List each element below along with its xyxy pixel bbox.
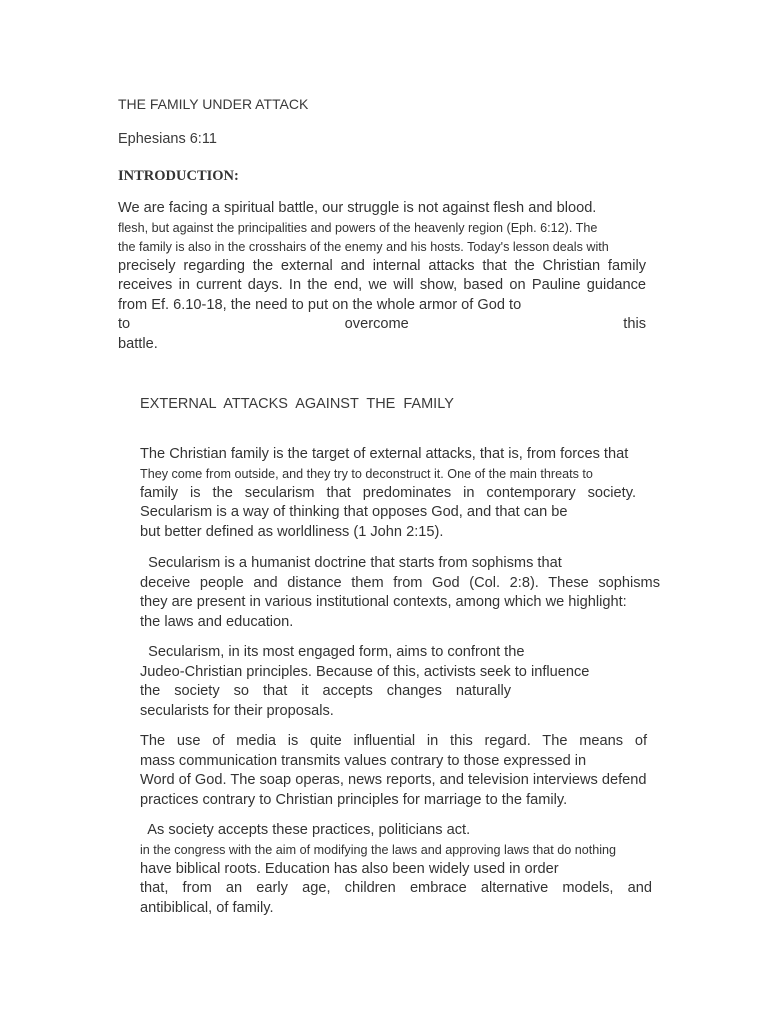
text-line: to overcome this battle. [118,316,646,352]
text-line: Word of God. The soap operas, news reports, and television interviews defend [140,772,647,788]
text-line: secularists for their proposals. [140,702,334,719]
introduction-heading: INTRODUCTION: [118,168,239,184]
text-line: antibiblical, of family. [140,899,274,916]
text-line: deceive people and distance them from God (Col. 2:8). These sophisms [140,574,660,591]
text-line: We are facing a spiritual battle, our struggle is not against flesh and blood. [118,200,597,216]
text-line: Secularism is a humanist doctrine that starts from sophisms that [140,555,562,571]
text-line: The Christian family is the target of external attacks, that is, from forces that [140,446,629,462]
text-line: that, from an early age, children embrace alternative models, and [140,880,652,896]
text-line: in the congress with the aim of modifying the laws and approving laws that do nothing [140,842,617,857]
body-paragraph [140,643,677,721]
text-line: As society accepts these practices, politicians act. [140,822,471,838]
text-line: from Ef. 6.10-18, the need to put on the whole armor of God to [118,296,522,313]
body-paragraph [140,554,677,632]
text-line: family is the secularism that predominates in contemporary society. [140,484,636,501]
body-paragraph [140,821,677,918]
text-line: they are present in various institutional contexts, among which we highlight: [140,594,627,610]
text-line: Judeo-Christian principles. Because of this, activists seek to influence [140,663,590,680]
text-line: receives in current days. In the end, we will show, based on Pauline guidance [118,277,646,293]
text-line: but better defined as worldliness (1 John 2:15). [140,523,444,540]
text-line: The use of media is quite influential in this regard. The means of [140,733,647,749]
text-line: mass communication transmits values contrary to those expressed in [140,752,587,769]
text-line: Secularism, in its most engaged form, aims to confront the [140,644,525,660]
body-paragraph [140,445,677,542]
text-line: the family is also in the crosshairs of the enemy and his hosts. Today's lesson deals with [118,239,609,254]
text-line: the laws and education. [140,613,294,630]
text-line: the society so that it accepts changes naturally [140,683,511,699]
text-line: have biblical roots. Education has also been widely used in order [140,860,559,877]
text-line: Secularism is a way of thinking that opposes God, and that can be [140,504,568,520]
text-line: They come from outside, and they try to deconstruct it. One of the main threats to [140,466,593,481]
section-heading: EXTERNAL ATTACKS AGAINST THE FAMILY [140,396,454,412]
scripture-reference: Ephesians 6:11 [118,131,217,147]
text-line: flesh, but against the principalities and powers of the heavenly region (Eph. 6:12). The [118,220,598,235]
document-title: THE FAMILY UNDER ATTACK [118,96,309,112]
introduction-paragraph [118,199,646,352]
body-paragraph [140,732,677,810]
text-line: precisely regarding the external and internal attacks that the Christian family [118,257,646,274]
text-line: practices contrary to Christian principles for marriage to the family. [140,791,568,808]
